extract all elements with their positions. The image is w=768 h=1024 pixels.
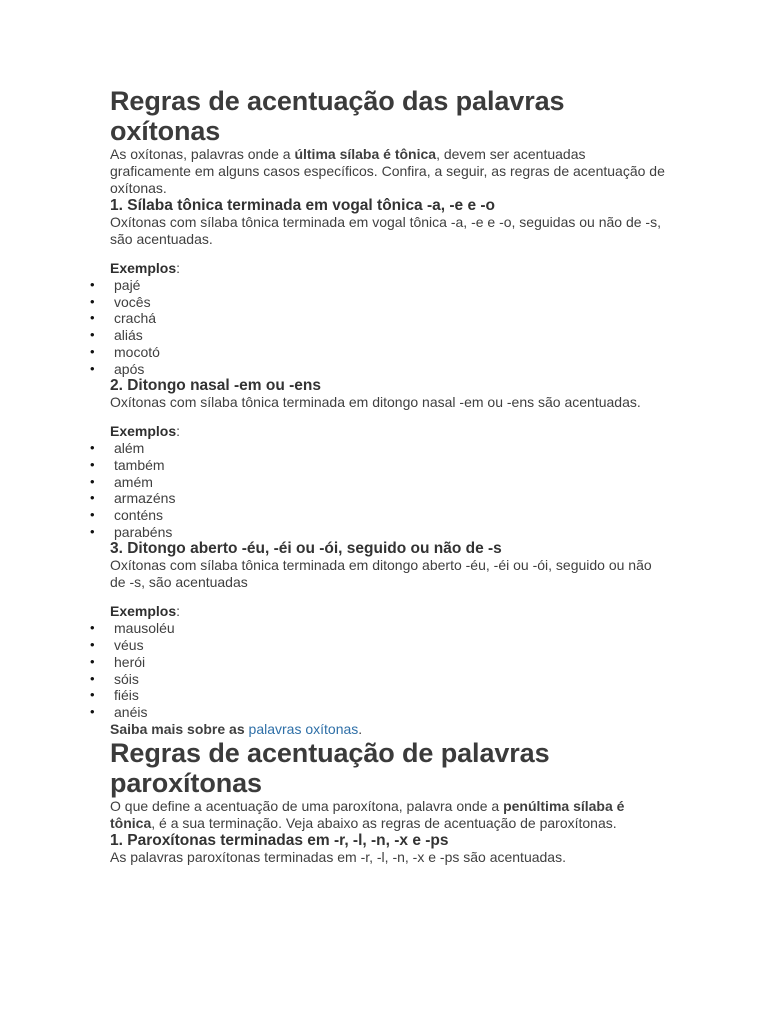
section-title-oxitonas: Regras de acentuação das palavras oxítonas (110, 86, 565, 146)
list-item: • anéis (110, 704, 670, 721)
rule-heading-4: 1. Paroxítonas terminadas em -r, -l, -n, -x e -ps (110, 831, 449, 849)
section-title-paroxitonas: Regras de acentuação de palavras paroxítonas (110, 737, 550, 798)
palavras-oxitonas-link[interactable]: palavras oxítonas (248, 720, 359, 737)
intro-text: As oxítonas, palavras onde a (110, 146, 295, 162)
examples-label: Exemplos: (110, 423, 181, 440)
rule-text-3: Oxítonas com sílaba tônica terminada em ditongo aberto -éu, -éi ou -ói, seguido ou não de -s, são acentuadas (110, 557, 652, 591)
list-item: • também (110, 457, 670, 474)
saiba-mais-label: Saiba mais sobre as (110, 720, 245, 737)
rule-text-1: Oxítonas com sílaba tônica terminada em vogal tônica -a, -e e -o, seguidas ou não de -s, são acentuadas. (110, 214, 661, 247)
list-item: • além (110, 440, 670, 457)
list-item: • crachá (110, 310, 670, 327)
list-item: • mocotó (110, 344, 670, 361)
list-item: • sóis (110, 671, 670, 688)
list-item: • fiéis (110, 687, 670, 704)
examples-list-2 (110, 440, 670, 540)
list-item: • conténs (110, 507, 670, 524)
list-item: • parabéns (110, 524, 670, 541)
rule-heading-2: 2. Ditongo nasal -em ou -ens (110, 377, 321, 395)
list-item: • vocês (110, 294, 670, 311)
list-item: • após (110, 361, 670, 378)
intro-paragraph-oxitonas (110, 146, 670, 197)
intro-text: O que define a acentuação de uma paroxítona, palavra onde a (110, 797, 504, 814)
intro-text-end: , é a sua terminação. Veja abaixo as regras de acentuação de paroxítonas. (151, 814, 617, 831)
rule-heading-1: 1. Sílaba tônica terminada em vogal tônica -a, -e e -o (110, 197, 496, 214)
saiba-mais-line: Saiba mais sobre as palavras oxítonas. (110, 720, 363, 737)
rule-heading-3: 3. Ditongo aberto -éu, -éi ou -ói, seguido ou não de -s (110, 540, 502, 558)
rule-text-2: Oxítonas com sílaba tônica terminada em ditongo nasal -em ou -ens são acentuadas. (110, 394, 641, 411)
list-item: • pajé (110, 277, 670, 294)
list-item: • aliás (110, 327, 670, 344)
list-item: • armazéns (110, 490, 670, 507)
list-item: • mausoléu (110, 620, 670, 637)
intro-paragraph-paroxitonas (110, 798, 670, 832)
intro-text-end: , devem ser acentuadas graficamente em alguns casos específicos. Confira, a seguir, as regras de acentuação de oxítonas. (110, 146, 665, 196)
document-page (110, 86, 670, 866)
examples-label: Exemplos: (110, 603, 181, 620)
examples-list-1 (110, 277, 670, 377)
list-item: • herói (110, 654, 670, 671)
rule-text-4: As palavras paroxítonas terminadas em -r, -l, -n, -x e -ps são acentuadas. (110, 848, 566, 865)
intro-bold: penúltima sílaba é tônica (110, 797, 625, 831)
intro-bold: última sílaba é tônica (294, 146, 437, 162)
examples-list-3 (110, 620, 670, 720)
list-item: • amém (110, 474, 670, 491)
list-item: • véus (110, 637, 670, 654)
examples-label: Exemplos: (110, 260, 181, 276)
